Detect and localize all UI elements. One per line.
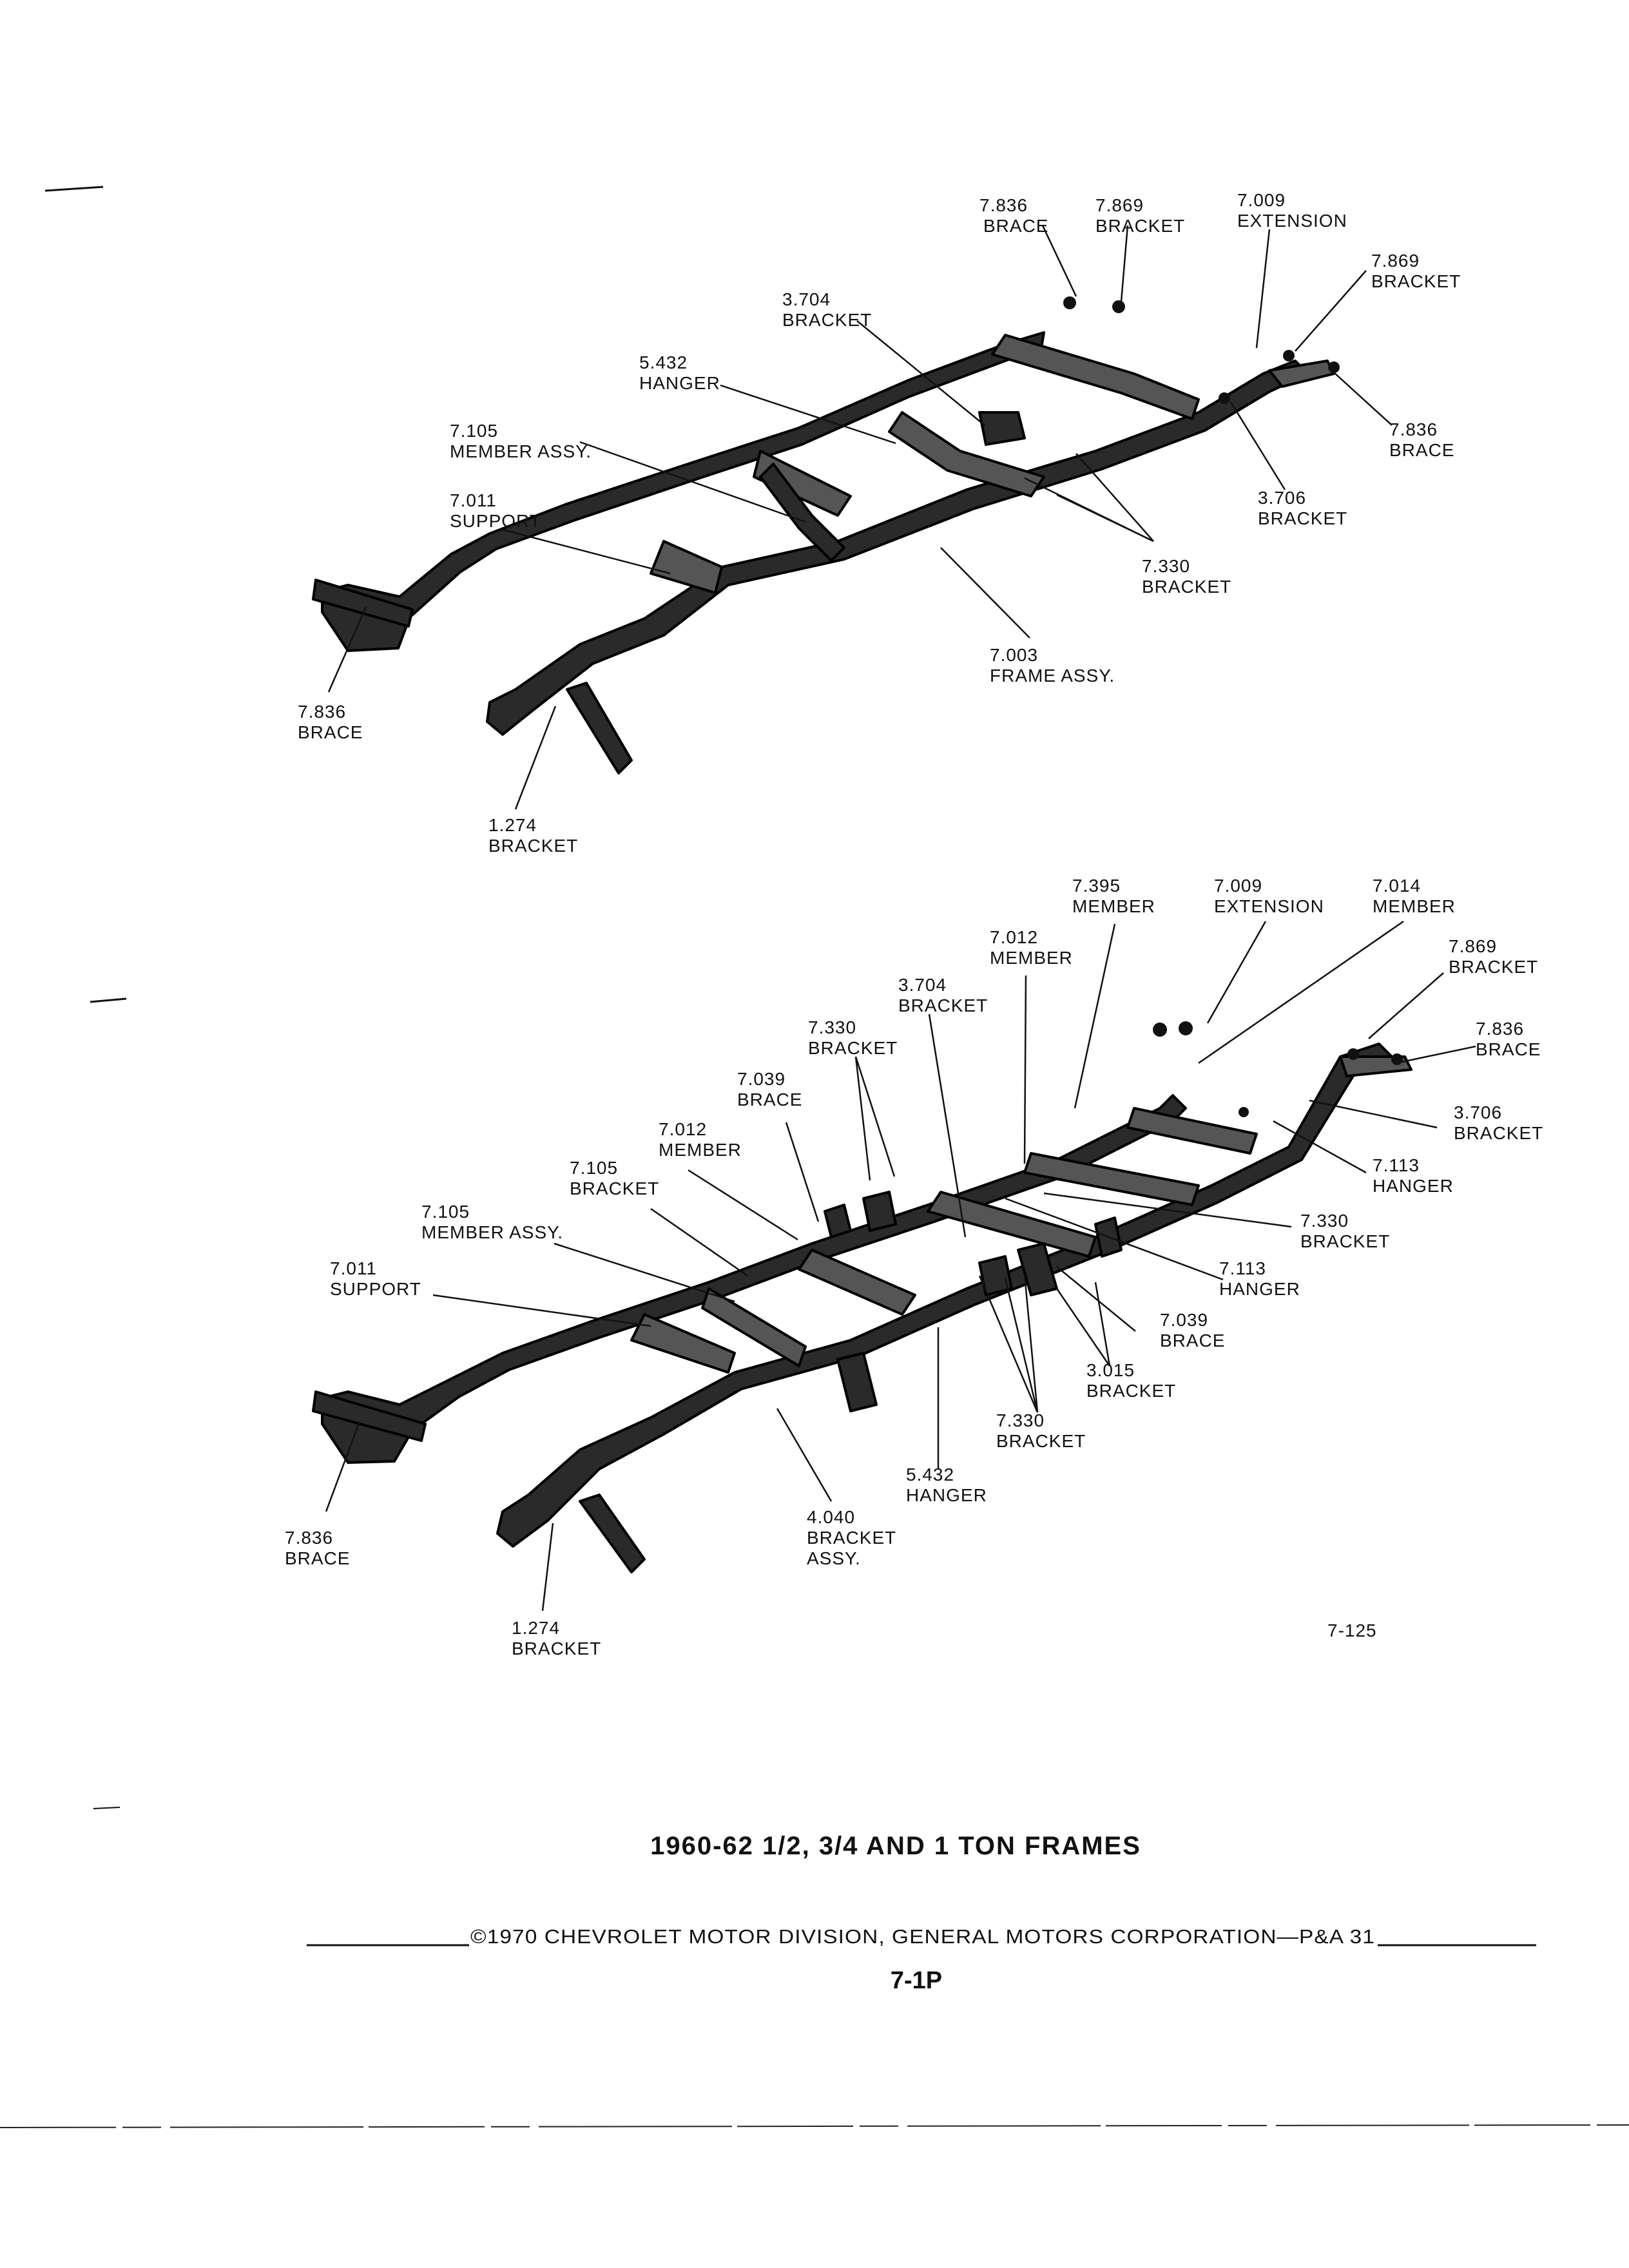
svg-text:5.432: 5.432 — [906, 1465, 955, 1485]
svg-text:7.395: 7.395 — [1072, 876, 1121, 896]
svg-text:7.009: 7.009 — [1237, 190, 1286, 210]
svg-text:BRACKET: BRACKET — [898, 995, 988, 1015]
callout-7330-bottom-a — [808, 1017, 898, 1058]
callout-7869-bottom — [1449, 936, 1538, 977]
svg-text:7.869: 7.869 — [1095, 195, 1144, 215]
svg-text:7.869: 7.869 — [1371, 251, 1420, 271]
callout-7836-bottom-b — [285, 1528, 350, 1568]
callout-7011-top — [450, 490, 541, 531]
svg-text:7.105: 7.105 — [450, 421, 499, 441]
svg-text:BRACE: BRACE — [1476, 1039, 1541, 1059]
svg-text:7.011: 7.011 — [330, 1258, 377, 1278]
svg-text:3.706: 3.706 — [1454, 1102, 1503, 1122]
svg-text:BRACKET: BRACKET — [807, 1528, 897, 1548]
svg-text:BRACE: BRACE — [983, 216, 1049, 236]
svg-text:BRACKET: BRACKET — [488, 836, 579, 856]
svg-text:BRACKET: BRACKET — [1449, 957, 1539, 977]
svg-text:5.432: 5.432 — [639, 352, 688, 372]
callout-7330-bottom-b — [1300, 1211, 1390, 1251]
callout-5432-bottom — [906, 1465, 987, 1505]
svg-text:HANGER: HANGER — [1373, 1176, 1454, 1196]
callouts-bottom — [285, 876, 1543, 1658]
svg-text:BRACKET: BRACKET — [1142, 577, 1232, 597]
svg-text:MEMBER ASSY.: MEMBER ASSY. — [450, 441, 592, 461]
callout-7012-bottom-a — [990, 927, 1073, 968]
leader-lines-bottom — [326, 921, 1476, 1611]
page-number: 7-1P — [890, 1967, 943, 1994]
svg-text:4.040: 4.040 — [807, 1507, 856, 1527]
svg-text:BRACKET: BRACKET — [782, 310, 872, 330]
callout-1274-bottom — [512, 1618, 601, 1658]
svg-text:7.039: 7.039 — [737, 1069, 786, 1089]
callout-7039-bottom-b — [1160, 1310, 1225, 1350]
svg-text:MEMBER: MEMBER — [659, 1140, 742, 1160]
callout-7113-bottom-a — [1373, 1155, 1454, 1196]
svg-text:EXTENSION: EXTENSION — [1237, 211, 1347, 231]
svg-text:7.113: 7.113 — [1219, 1258, 1266, 1278]
svg-text:7.836: 7.836 — [979, 195, 1028, 215]
svg-text:7.014: 7.014 — [1373, 876, 1422, 896]
svg-text:3.704: 3.704 — [898, 975, 947, 995]
svg-text:7.836: 7.836 — [298, 702, 347, 722]
callout-7105-bottom-b — [421, 1202, 563, 1242]
svg-text:MEMBER: MEMBER — [990, 948, 1073, 968]
svg-text:7.113: 7.113 — [1373, 1155, 1420, 1175]
svg-text:7.330: 7.330 — [996, 1410, 1045, 1430]
callout-7039-bottom-a — [737, 1069, 802, 1110]
svg-text:7.105: 7.105 — [570, 1158, 619, 1178]
svg-text:7.330: 7.330 — [1300, 1211, 1349, 1231]
margin-mark — [45, 187, 103, 191]
svg-text:7.105: 7.105 — [421, 1202, 470, 1222]
svg-text:3.706: 3.706 — [1258, 488, 1307, 508]
callout-7836-top-b — [1389, 419, 1454, 460]
svg-text:BRACKET: BRACKET — [1300, 1231, 1391, 1251]
callout-7330-top — [1142, 556, 1231, 597]
svg-text:BRACKET: BRACKET — [570, 1178, 660, 1198]
svg-text:1.274: 1.274 — [512, 1618, 561, 1638]
callout-3704-top — [782, 289, 872, 330]
callout-3704-bottom — [898, 975, 988, 1015]
svg-text:7.003: 7.003 — [990, 645, 1039, 665]
callout-7869-top-b — [1371, 251, 1461, 291]
margin-mark — [90, 999, 126, 1002]
svg-text:7.011: 7.011 — [450, 490, 497, 510]
svg-text:7.012: 7.012 — [990, 927, 1039, 947]
callout-1274-top — [488, 815, 578, 856]
svg-text:MEMBER: MEMBER — [1373, 896, 1456, 916]
svg-text:3.704: 3.704 — [782, 289, 831, 309]
svg-text:MEMBER: MEMBER — [1072, 896, 1155, 916]
callout-7836-bottom-a — [1476, 1019, 1541, 1059]
callout-3706-top — [1258, 488, 1347, 528]
svg-text:MEMBER ASSY.: MEMBER ASSY. — [421, 1222, 564, 1242]
svg-text:BRACKET: BRACKET — [996, 1431, 1086, 1451]
callout-4040-bottom — [807, 1507, 896, 1568]
svg-text:HANGER: HANGER — [906, 1485, 987, 1505]
figure-caption: 1960-62 1/2, 3/4 AND 1 TON FRAMES — [650, 1832, 1141, 1860]
copyright-line: ©1970 CHEVROLET MOTOR DIVISION, GENERAL MOTORS CORPORATION—P&A 31 — [470, 1925, 1375, 1948]
callout-7009-bottom — [1214, 876, 1324, 916]
svg-text:7.039: 7.039 — [1160, 1310, 1209, 1330]
callout-3706-bottom — [1454, 1102, 1543, 1143]
svg-text:7.330: 7.330 — [808, 1017, 857, 1037]
callout-7003-top — [990, 645, 1115, 686]
svg-text:BRACKET: BRACKET — [808, 1038, 898, 1058]
callout-7012-bottom-b — [659, 1119, 742, 1160]
callout-7330-bottom-c — [996, 1410, 1086, 1451]
callout-7014-bottom — [1373, 876, 1456, 916]
callout-7113-bottom-b — [1219, 1258, 1300, 1299]
svg-text:3.015: 3.015 — [1086, 1360, 1135, 1380]
svg-text:7.330: 7.330 — [1142, 556, 1191, 576]
frame-illustration-top — [313, 296, 1340, 773]
svg-text:7.836: 7.836 — [285, 1528, 334, 1548]
svg-text:BRACE: BRACE — [1160, 1331, 1226, 1350]
svg-text:FRAME ASSY.: FRAME ASSY. — [990, 666, 1115, 686]
svg-text:BRACKET: BRACKET — [1371, 271, 1461, 291]
svg-text:ASSY.: ASSY. — [807, 1548, 861, 1568]
callout-7105-bottom-a — [570, 1158, 659, 1198]
svg-text:HANGER: HANGER — [1219, 1279, 1300, 1299]
svg-text:BRACKET: BRACKET — [1086, 1381, 1177, 1401]
svg-text:BRACKET: BRACKET — [1454, 1123, 1544, 1143]
callout-5432-top — [639, 352, 720, 393]
scan-edge-line — [0, 2125, 1629, 2128]
svg-text:7.836: 7.836 — [1389, 419, 1438, 439]
svg-text:7.009: 7.009 — [1214, 876, 1263, 896]
callout-7395-bottom — [1072, 876, 1155, 916]
svg-text:BRACE: BRACE — [298, 722, 363, 742]
callout-3015-bottom — [1086, 1360, 1176, 1401]
svg-text:BRACE: BRACE — [737, 1090, 803, 1110]
svg-text:7.869: 7.869 — [1449, 936, 1498, 956]
svg-text:HANGER: HANGER — [639, 373, 720, 393]
svg-text:7.012: 7.012 — [659, 1119, 708, 1139]
svg-text:BRACKET: BRACKET — [1095, 216, 1186, 236]
callout-7836-top-a — [979, 195, 1048, 236]
callout-7869-top-a — [1095, 195, 1185, 236]
svg-text:BRACE: BRACE — [1389, 440, 1455, 460]
margin-mark — [93, 1807, 120, 1809]
callout-7836-top-c — [298, 702, 363, 742]
callout-7105-top — [450, 421, 592, 461]
svg-text:7.836: 7.836 — [1476, 1019, 1525, 1039]
callout-7011-bottom — [330, 1258, 421, 1299]
svg-text:EXTENSION: EXTENSION — [1214, 896, 1324, 916]
callout-7009-top — [1237, 190, 1347, 231]
svg-text:SUPPORT: SUPPORT — [450, 511, 541, 531]
svg-text:BRACKET: BRACKET — [512, 1639, 602, 1658]
svg-text:BRACKET: BRACKET — [1258, 508, 1348, 528]
footer — [307, 1925, 1536, 1994]
svg-text:BRACE: BRACE — [285, 1548, 351, 1568]
svg-text:1.274: 1.274 — [488, 815, 537, 835]
svg-text:SUPPORT: SUPPORT — [330, 1279, 421, 1299]
figure-id: 7-125 — [1327, 1620, 1377, 1640]
callouts-top — [298, 190, 1461, 856]
